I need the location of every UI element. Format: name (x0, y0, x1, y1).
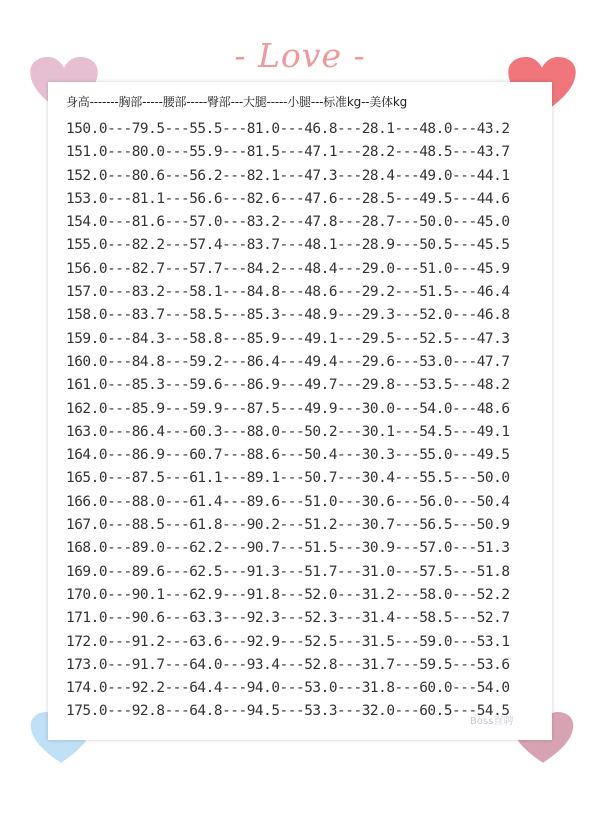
table-row: 165.0---87.5---61.1---89.1---50.7---30.4---55.5---50.0 (66, 470, 510, 487)
watermark: Boss直聘 (470, 716, 514, 727)
table-row: 151.0---80.0---55.9---81.5---47.1---28.2---48.5---43.7 (66, 144, 510, 161)
table-row: 163.0---86.4---60.3---88.0---50.2---30.1---54.5---49.1 (66, 423, 510, 440)
table-row: 161.0---85.3---59.6---86.9---49.7---29.8---53.5---48.2 (66, 377, 510, 394)
table-row: 159.0---84.3---58.8---85.9---49.1---29.5---52.5---47.3 (66, 330, 510, 347)
table-row: 156.0---82.7---57.7---84.2---48.4---29.0---51.0---45.9 (66, 260, 510, 277)
table-row: 175.0---92.8---64.8---94.5---53.3---32.0---60.5---54.5 (66, 703, 510, 720)
table-row: 157.0---83.2---58.1---84.8---48.6---29.2---51.5---46.4 (66, 284, 510, 301)
table-row: 153.0---81.1---56.6---82.6---47.6---28.5---49.5---44.6 (66, 190, 510, 207)
table-row: 172.0---91.2---63.6---92.9---52.5---31.5---59.0---53.1 (66, 633, 510, 650)
love-title: - Love - (234, 36, 366, 75)
table-row: 162.0---85.9---59.9---87.5---49.9---30.0---54.0---48.6 (66, 400, 510, 417)
table-row: 150.0---79.5---55.5---81.0---46.8---28.1---48.0---43.2 (66, 121, 510, 137)
table-row: 155.0---82.2---57.4---83.7---48.1---28.9---50.5---45.5 (66, 237, 510, 254)
table-row: 168.0---89.0---62.2---90.7---51.5---30.9---57.0---51.3 (66, 540, 510, 557)
table-row: 174.0---92.2---64.4---94.0---53.0---31.8---60.0---54.0 (66, 680, 510, 697)
table-row: 152.0---80.6---56.2---82.1---47.3---28.4---49.0---44.1 (66, 167, 510, 184)
table-row: 167.0---88.5---61.8---90.2---51.2---30.7---56.5---50.9 (66, 517, 510, 534)
table-row: 160.0---84.8---59.2---86.4---49.4---29.6---53.0---47.7 (66, 353, 510, 370)
table-row: 166.0---88.0---61.4---89.6---51.0---30.6---56.0---50.4 (66, 493, 510, 510)
table-row: 169.0---89.6---62.5---91.3---51.7---31.0---57.5---51.8 (66, 563, 510, 580)
table-row: 158.0---83.7---58.5---85.3---48.9---29.3---52.0---46.8 (66, 307, 510, 324)
table-row: 171.0---90.6---63.3---92.3---52.3---31.4---58.5---52.7 (66, 610, 510, 627)
table-row: 173.0---91.7---64.0---93.4---52.8---31.7---59.5---53.6 (66, 656, 510, 673)
table-row: 164.0---86.9---60.7---88.6---50.4---30.3---55.0---49.5 (66, 447, 510, 464)
table-row: 154.0---81.6---57.0---83.2---47.8---28.7---50.0---45.0 (66, 214, 510, 231)
table-body (66, 118, 510, 724)
table-row: 170.0---90.1---62.9---91.8---52.0---31.2---58.0---52.2 (66, 586, 510, 603)
table-header: 身高-------胸部-----腰部-----臀部---大腿-----小腿---标准kg--美体kg (66, 95, 408, 109)
